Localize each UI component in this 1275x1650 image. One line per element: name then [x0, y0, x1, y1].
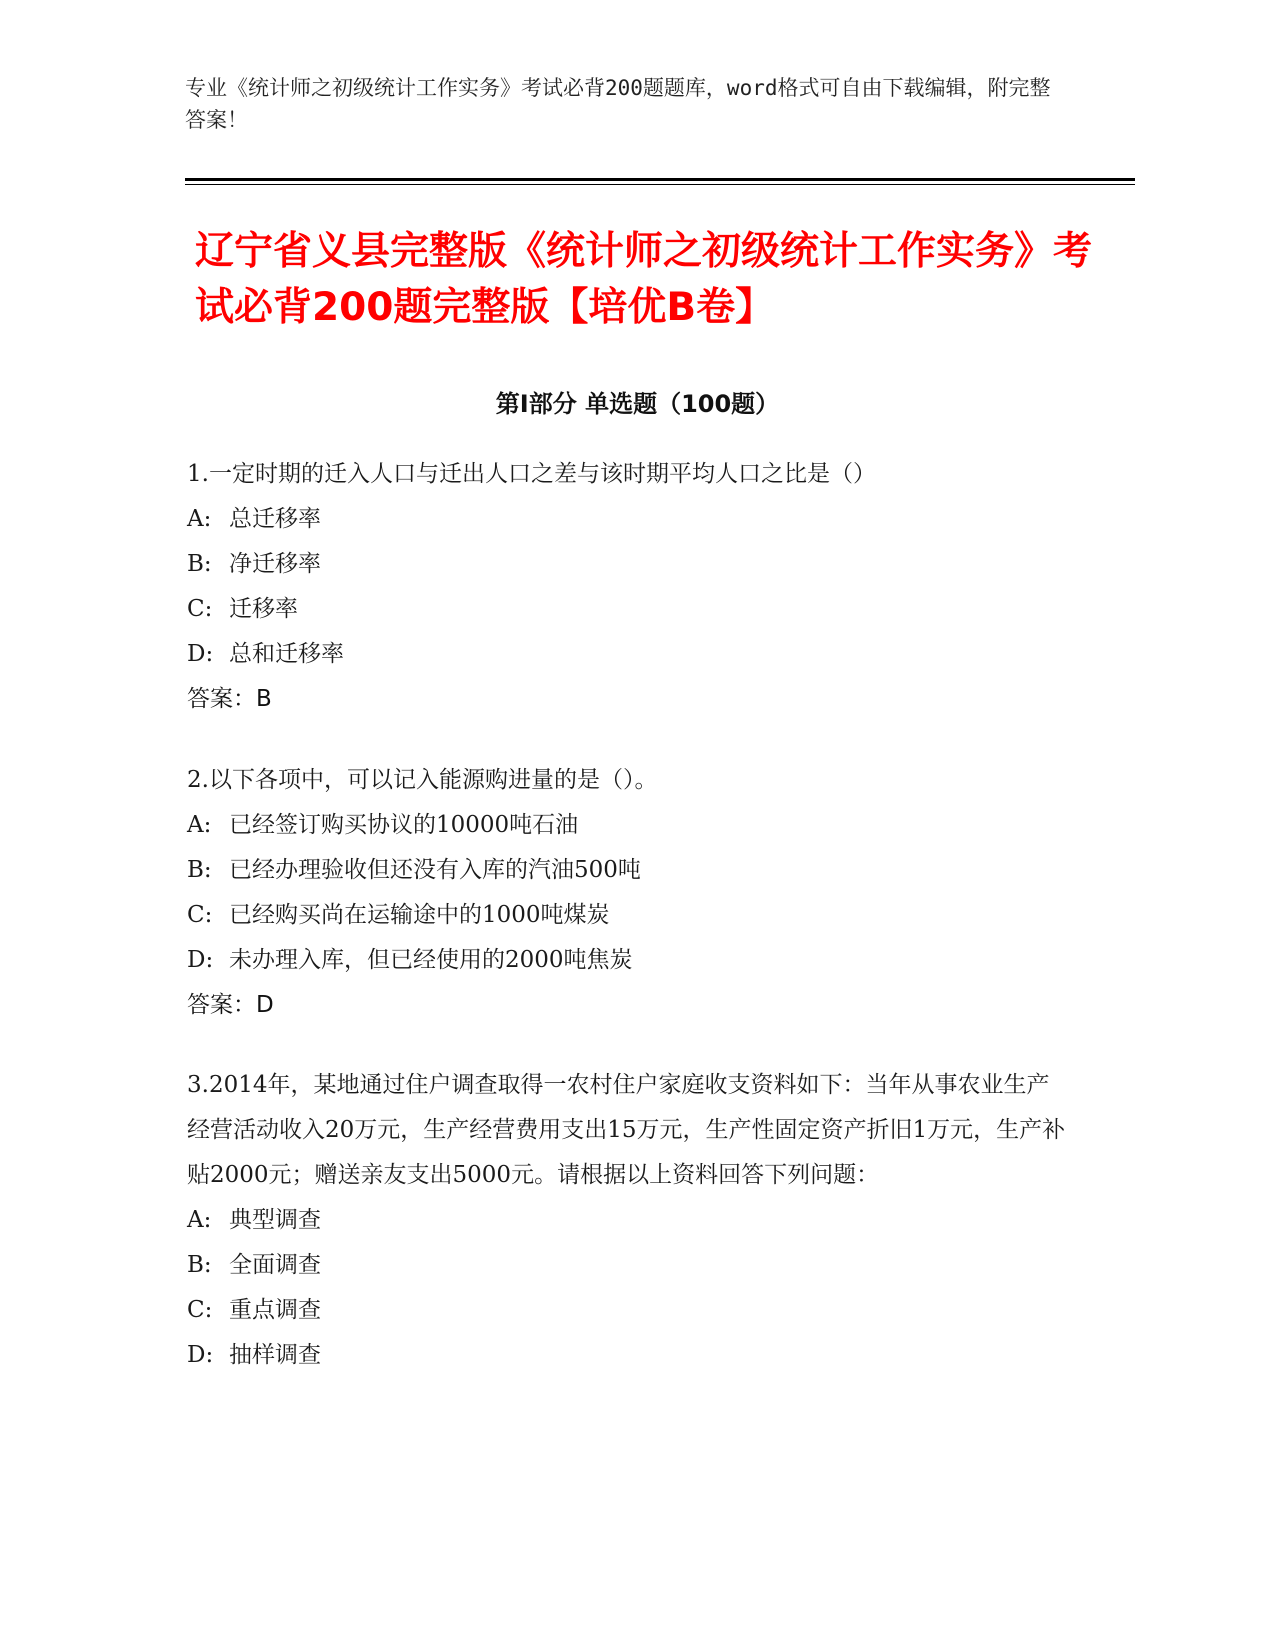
option-label: A:: [187, 812, 212, 838]
option-text: 总迁移率: [229, 506, 321, 532]
option-text: 典型调查: [229, 1207, 321, 1233]
option-text: 已经办理验收但还没有入库的汽油500吨: [229, 857, 641, 883]
option-text: 净迁移率: [229, 551, 321, 577]
option-b: [187, 1243, 1067, 1288]
option-text: 已经签订购买协议的10000吨石油: [229, 812, 579, 838]
option-label: A:: [187, 1207, 212, 1233]
answer: 答案：D: [187, 992, 274, 1018]
option-a: [187, 1198, 1067, 1243]
option-a: [187, 803, 1067, 848]
option-text: 重点调查: [229, 1297, 321, 1323]
option-d: [187, 1333, 1067, 1378]
option-c: [187, 893, 1067, 938]
option-label: B:: [187, 857, 212, 883]
option-label: C:: [187, 902, 213, 928]
section-title: 第Ⅰ部分 单选题（100题）: [495, 390, 780, 418]
option-c: [187, 587, 1067, 632]
option-c: [187, 1288, 1067, 1333]
answer: 答案：B: [187, 686, 272, 712]
option-b: [187, 542, 1067, 587]
question-stem: 2.以下各项中，可以记入能源购进量的是（）。: [187, 767, 658, 793]
header-rule-thin: [185, 184, 1135, 185]
question-stem: 1.一定时期的迁入人口与迁出人口之差与该时期平均人口之比是（）: [187, 461, 876, 487]
option-b: [187, 848, 1067, 893]
header-rule-thick: [185, 178, 1135, 181]
option-text: 已经购买尚在运输途中的1000吨煤炭: [229, 902, 610, 928]
question-3: [187, 1063, 1067, 1378]
option-text: 抽样调查: [229, 1342, 321, 1368]
question-1: [187, 452, 1067, 722]
option-text: 迁移率: [229, 596, 298, 622]
option-label: D:: [187, 1342, 214, 1368]
option-label: D:: [187, 641, 214, 667]
document-title: 辽宁省义县完整版《统计师之初级统计工作实务》考试必背200题完整版【培优B卷】: [195, 229, 1093, 330]
option-d: [187, 632, 1067, 677]
option-label: C:: [187, 596, 213, 622]
option-label: B:: [187, 551, 212, 577]
option-label: C:: [187, 1297, 213, 1323]
question-2: [187, 758, 1067, 1028]
option-text: 全面调查: [229, 1252, 321, 1278]
question-stem: 3.2014年，某地通过住户调查取得一农村住户家庭收支资料如下：当年从事农业生产经营活动收入20万元，生产经营费用支出15万元，生产性固定资产折旧1万元，生产补贴2000元；赠送亲友支出5000元。请根据以上资料回答下列问题：: [187, 1072, 1066, 1188]
header-note: 专业《统计师之初级统计工作实务》考试必背200题题库，word格式可自由下载编辑，附完整答案！: [185, 76, 1051, 132]
option-text: 总和迁移率: [229, 641, 344, 667]
option-label: D:: [187, 947, 214, 973]
option-a: [187, 497, 1067, 542]
option-label: A:: [187, 506, 212, 532]
option-text: 未办理入库，但已经使用的2000吨焦炭: [229, 947, 633, 973]
option-label: B:: [187, 1252, 212, 1278]
option-d: [187, 938, 1067, 983]
